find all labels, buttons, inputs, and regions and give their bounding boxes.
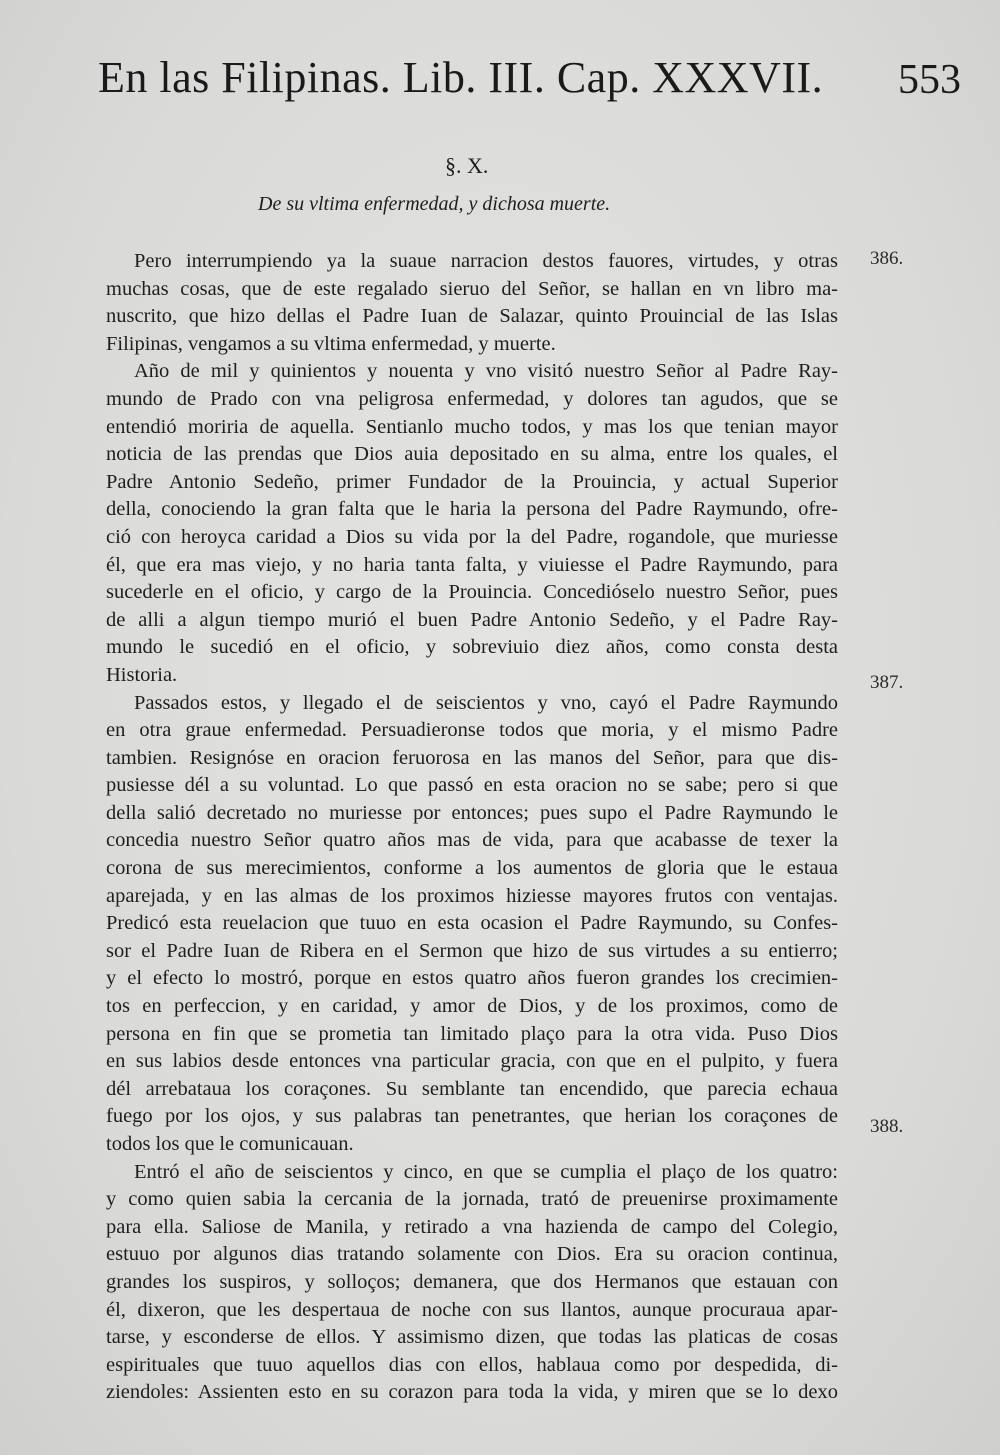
text-line: Predicó esta reuelacion que tuuo en esta ocasion el Padre Raymundo, su Confes- [106, 912, 838, 935]
text-line: y el efecto lo mostró, porque en estos quatro años fueron grandes los crecimien- [106, 967, 838, 990]
text-line: pusiesse dél a su voluntad. Lo que passó en esta oracion no se sabe; pero si que [106, 774, 838, 797]
text-line: mundo de Prado con vna peligrosa enfermedad, y dolores tan agudos, que se [106, 387, 838, 410]
text-line: Pero interrumpiendo ya la suaue narracion destos fauores, virtudes, y otras [134, 250, 838, 272]
text-line: en sus labios desde entonces vna particular gracia, con que en el pulpito, y fuera [106, 1050, 838, 1073]
text-line: dél arrebataua los coraçones. Su semblante tan encendido, que parecia echaua [106, 1077, 838, 1100]
text-line: Entró el año de seiscientos y cinco, en que se cumplia el plaço de los quatro: [134, 1160, 838, 1183]
text-line: corona de sus merecimientos, conforme a los aumentos de gloria que le estaua [106, 857, 838, 880]
margin-number: 388. [870, 1116, 904, 1137]
text-line: grandes los suspiros, y solloços; demanera, que dos Hermanos que estauan con [106, 1270, 838, 1293]
text-line: sucederle en el oficio, y cargo de la Prouincia. Concedióselo nuestro Señor, pues [106, 581, 838, 604]
section-mark: §. X. [445, 153, 489, 178]
text-line: en otra graue enfermedad. Persuadieronse todos que moria, y el mismo Padre [106, 719, 838, 742]
text-line: tos en perfeccion, y en caridad, y amor de Dios, y de los proximos, como de [106, 995, 838, 1018]
text-line: entendió moriria de aquella. Sentianlo mucho todos, y mas los que tenian mayor [106, 415, 838, 438]
text-line: Año de mil y quinientos y nouenta y vno visitó nuestro Señor al Padre Ray- [134, 360, 838, 383]
margin-number: 387. [870, 672, 904, 693]
text-line: della, conociendo la gran falta que le haria la persona del Padre Raymundo, ofre- [106, 498, 838, 521]
text-line: fuego por los ojos, y sus palabras tan penetrantes, que herian los coraçones de [106, 1105, 838, 1128]
body-text [106, 248, 838, 1407]
page-number: 553 [898, 57, 961, 103]
text-line: della salió decretado no muriesse por entonces; pues supo el Padre Raymundo le [106, 801, 838, 824]
text-line: muchas cosas, que de este regalado sieruo del Señor, se hallan en vn libro ma- [106, 277, 838, 300]
text-line: tambien. Resignóse en oracion feruorosa en las manos del Señor, para que dis- [106, 746, 838, 769]
text-line: Padre Antonio Sedeño, primer Fundador de la Prouincia, y actual Superior [106, 470, 838, 493]
text-line: ziendoles: Assienten esto en su corazon para toda la vida, y miren que se lo dexo [106, 1381, 838, 1404]
text-line: él, dixeron, que les despertaua de noche con sus llantos, aunque procuraua apar- [106, 1298, 838, 1321]
text-line: para ella. Saliose de Manila, y retirado a vna hazienda de campo del Colegio, [106, 1215, 838, 1238]
text-line: de alli a algun tiempo murió el buen Padre Antonio Sedeño, y el Padre Ray- [106, 608, 838, 631]
text-line: Filipinas, vengamos a su vltima enfermedad, y muerte. [106, 332, 556, 355]
text-line: estuuo por algunos dias tratando solamente con Dios. Era su oracion continua, [106, 1243, 838, 1266]
text-line: sor el Padre Iuan de Ribera en el Sermon que hizo de sus virtudes a su entierro; [106, 939, 838, 962]
text-line: ció con heroyca caridad a Dios su vida por la del Padre, rogandole, que muriesse [106, 525, 838, 548]
text-line: mundo le sucedió en el oficio, y sobreviuio diez años, como consta desta [106, 636, 838, 659]
section-title: De su vltima enfermedad, y dichosa muerte. [258, 193, 611, 215]
text-line: concedia nuestro Señor quatro años mas de vida, para que acabasse de texer la [106, 829, 838, 852]
text-line: espirituales que tuuo aquellos dias con ellos, hablaua como por despedida, di- [106, 1353, 838, 1376]
text-line: tarse, y esconderse de ellos. Y assimismo dizen, que todas las platicas de cosas [106, 1326, 838, 1349]
text-line: Passados estos, y llegado el de seiscientos y vno, cayó el Padre Raymundo [134, 691, 838, 714]
text-line: aparejada, y en las almas de los proximos hiziesse mayores frutos con ventajas. [106, 884, 838, 907]
margin-number: 386. [870, 248, 904, 269]
text-line: él, que era mas viejo, y no haria tanta falta, y viuiesse el Padre Raymundo, para [106, 553, 838, 576]
text-line: noticia de las prendas que Dios auia depositado en su alma, entre los quales, el [106, 443, 838, 466]
text-line: todos los que le comunicauan. [106, 1133, 354, 1155]
text-line: y como quien sabia la cercania de la jornada, trató de preuenirse proximamente [106, 1188, 838, 1211]
text-line: nuscrito, que hizo dellas el Padre Iuan de Salazar, quinto Prouincial de las Islas [106, 305, 838, 328]
running-head: En las Filipinas. Lib. III. Cap. XXXVII. [98, 53, 824, 102]
text-line: Historia. [106, 663, 178, 686]
text-line: persona en fin que se prometia tan limitado plaço para la otra vida. Puso Dios [106, 1022, 838, 1045]
